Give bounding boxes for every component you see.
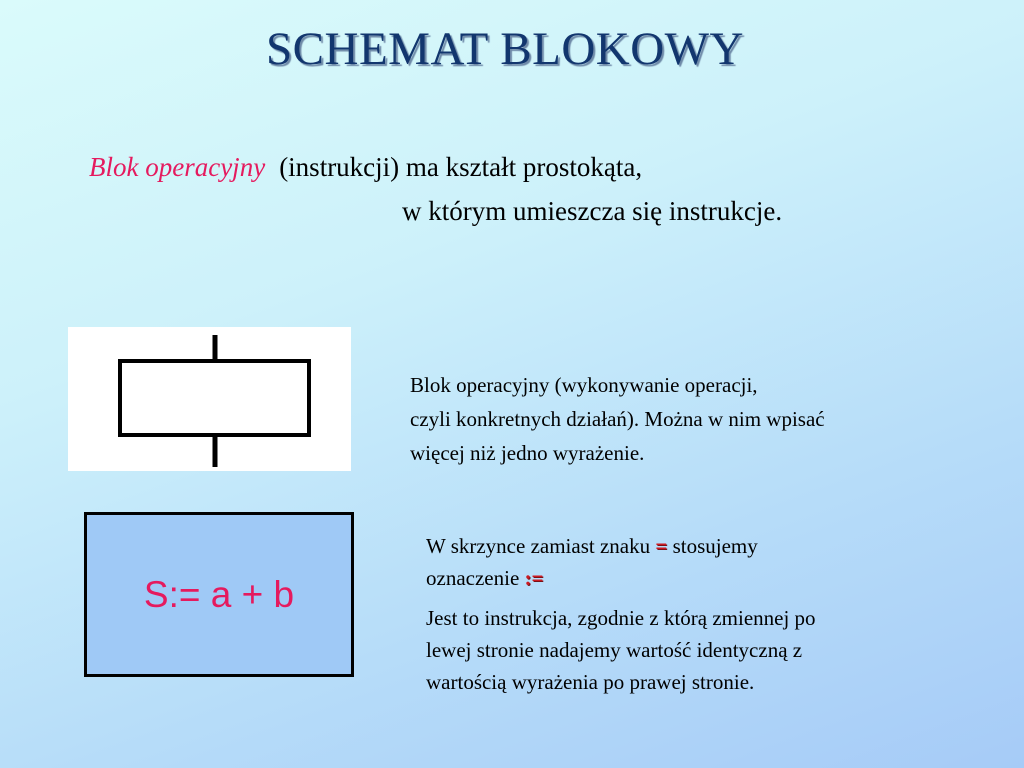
block-description-line: więcej niż jedno wyrażenie. bbox=[410, 441, 645, 465]
intro-line-1 bbox=[89, 152, 642, 183]
assignment-paragraph-line: Jest to instrukcja, zgodnie z którą zmiennej po bbox=[426, 606, 816, 630]
assignment-explanation bbox=[426, 530, 1016, 698]
intro-line-2: w którym umieszcza się instrukcje. bbox=[402, 196, 783, 226]
block-description-line: czyli konkretnych działań). Można w nim wpisać bbox=[410, 407, 825, 431]
operation-block-figure bbox=[68, 327, 351, 471]
example-expression: S:= a + b bbox=[143, 573, 295, 615]
operation-block-diagram bbox=[68, 327, 351, 471]
assignment-line-1 bbox=[426, 530, 1016, 562]
slide-title: SCHEMAT BLOKOWY bbox=[266, 23, 744, 75]
intro-term: Blok operacyjny bbox=[89, 152, 266, 182]
intro-line-1-text: (instrukcji) ma kształt prostokąta, bbox=[279, 152, 643, 182]
operation-rectangle bbox=[120, 361, 309, 435]
paragraph-gap bbox=[426, 594, 1016, 602]
assignment-paragraph-line: lewej stronie nadajemy wartość identyczną z bbox=[426, 638, 803, 662]
example-operation-box bbox=[84, 512, 354, 677]
assignment-paragraph-line: wartością wyrażenia po prawej stronie. bbox=[426, 670, 755, 694]
equals-symbol: = bbox=[655, 534, 668, 558]
block-description-line: Blok operacyjny (wykonywanie operacji, bbox=[410, 373, 758, 397]
assignment-line-1-after: stosujemy bbox=[667, 534, 758, 558]
assign-symbol: := bbox=[524, 566, 544, 590]
assignment-line-2-before: oznaczenie bbox=[426, 566, 525, 590]
assignment-line-2 bbox=[426, 562, 1016, 594]
assignment-line-1-before: W skrzynce zamiast znaku bbox=[426, 534, 656, 558]
block-description bbox=[410, 368, 1010, 470]
